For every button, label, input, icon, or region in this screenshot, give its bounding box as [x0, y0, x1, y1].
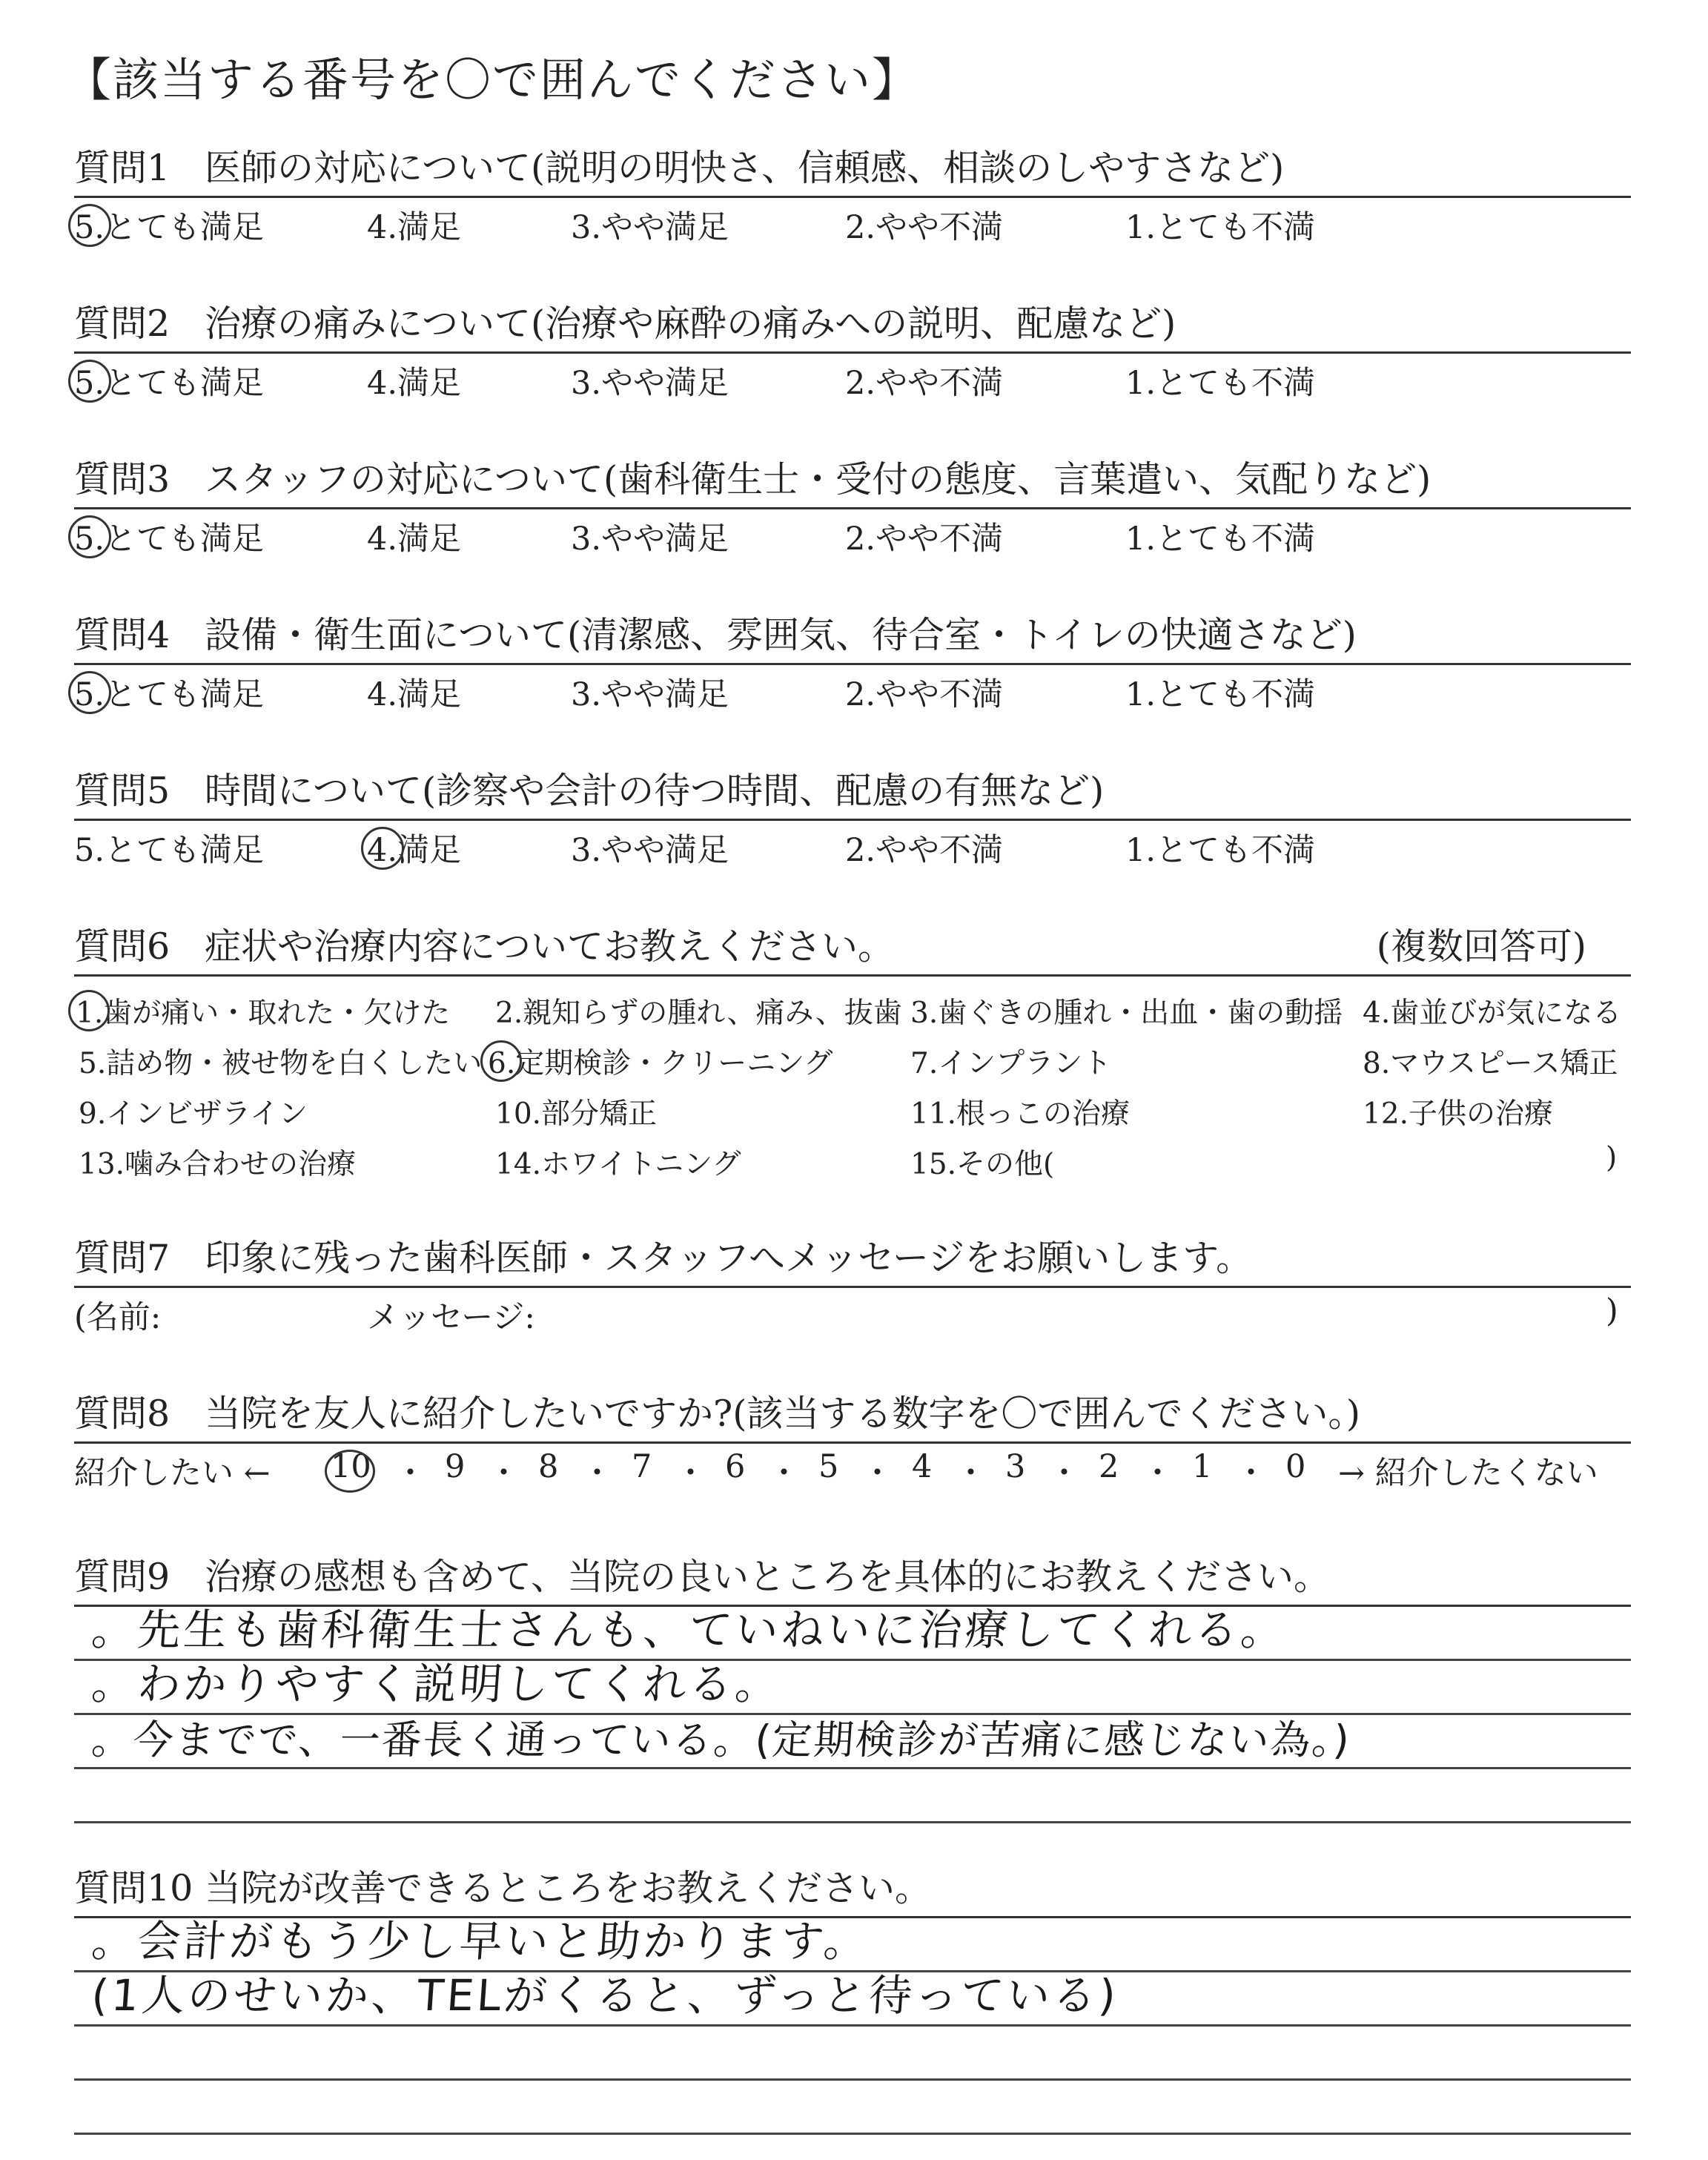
question-number: 質問4 — [74, 614, 171, 656]
symptom-option-4[interactable]: 4.歯並びが気になる — [1363, 997, 1622, 1030]
scale-option-10[interactable]: 10 — [331, 1448, 371, 1485]
question-2 — [74, 297, 1631, 403]
scale-option-7[interactable]: 7 — [632, 1448, 652, 1485]
rating-option-5[interactable]: 5.とても満足 — [74, 832, 265, 869]
rating-option-5[interactable]: 5.とても満足 — [74, 670, 264, 715]
page-title: 【該当する番号を〇で囲んでください】 — [65, 53, 920, 107]
rating-options — [74, 198, 1631, 247]
question-4-header — [74, 608, 1631, 663]
question-number: 質問10 — [74, 1867, 193, 1909]
rating-option-5[interactable]: 5.とても満足 — [74, 202, 264, 248]
answer-line[interactable] — [74, 1769, 1631, 1823]
symptom-option-9[interactable]: 9.インビザライン — [79, 1097, 308, 1131]
rating-options — [74, 821, 1631, 870]
handwritten-answer: 。わかりやすく説明してくれる。 — [90, 1659, 784, 1709]
multiple-answer-note: (複数回答可) — [1376, 925, 1586, 968]
question-text: スタッフの対応について(歯科衛生士・受付の態度、言葉遣い、気配りなど) — [205, 458, 1431, 501]
symptom-option-14[interactable]: 14.ホワイトニング — [495, 1148, 741, 1181]
symptom-option-2[interactable]: 2.親知らずの腫れ、痛み、抜歯 — [495, 997, 902, 1030]
question-8 — [74, 1387, 1631, 1493]
rating-option-1[interactable]: 1.とても不満 — [1125, 365, 1316, 402]
message-fields — [74, 1288, 1631, 1337]
rating-option-3[interactable]: 3.やや満足 — [571, 676, 729, 713]
rating-option-1[interactable]: 1.とても不満 — [1125, 521, 1316, 558]
scale-option-9[interactable]: 9 — [445, 1448, 466, 1485]
selection-circle — [68, 671, 111, 714]
rating-options — [74, 665, 1631, 714]
question-number: 質問5 — [74, 770, 171, 812]
question-5-header — [74, 764, 1631, 819]
question-number: 質問3 — [74, 458, 171, 501]
rating-option-5[interactable]: 5.とても満足 — [74, 358, 264, 403]
question-text: 症状や治療内容についてお教えください。 — [205, 925, 895, 968]
question-text: 印象に残った歯科医師・スタッフへメッセージをお願いします。 — [205, 1237, 1253, 1279]
message-field-label[interactable]: メッセージ: — [367, 1299, 535, 1336]
scale-option-8[interactable]: 8 — [538, 1448, 559, 1485]
selection-circle — [68, 515, 111, 558]
question-number: 質問8 — [74, 1393, 171, 1435]
scale-dot: ・ — [1142, 1455, 1174, 1492]
symptom-option-15[interactable]: 15.その他( — [910, 1148, 1055, 1181]
answer-line[interactable] — [74, 2081, 1631, 2135]
question-text: 治療の痛みについて(治療や麻酔の痛みへの説明、配慮など) — [205, 303, 1176, 345]
symptom-option-11[interactable]: 11.根っこの治療 — [910, 1097, 1131, 1131]
symptom-option-12[interactable]: 12.子供の治療 — [1363, 1097, 1554, 1131]
scale-option-2[interactable]: 2 — [1099, 1448, 1119, 1485]
question-text: 当院が改善できるところをお教えください。 — [205, 1867, 932, 1909]
rating-option-2[interactable]: 2.やや不満 — [845, 832, 1004, 869]
selection-circle — [325, 1450, 375, 1493]
scale-option-3[interactable]: 3 — [1005, 1448, 1026, 1485]
handwritten-answer: 。会計がもう少し早いと助かります。 — [90, 1916, 872, 1966]
rating-option-2[interactable]: 2.やや不満 — [845, 209, 1004, 246]
question-3 — [74, 452, 1631, 558]
rating-option-1[interactable]: 1.とても不満 — [1125, 209, 1316, 246]
question-number: 質問7 — [74, 1237, 171, 1279]
rating-options — [74, 509, 1631, 558]
question-number: 質問1 — [74, 147, 171, 189]
scale-option-1[interactable]: 1 — [1192, 1448, 1213, 1485]
scale-dot: ・ — [768, 1455, 800, 1492]
question-number: 質問6 — [74, 925, 171, 968]
selection-circle — [480, 1040, 522, 1082]
rating-option-4[interactable]: 4.満足 — [367, 825, 461, 871]
rating-option-2[interactable]: 2.やや不満 — [845, 365, 1004, 402]
question-text: 当院を友人に紹介したいですか?(該当する数字を〇で囲んでください。) — [205, 1393, 1361, 1435]
symptom-option-6[interactable]: 6.定期検診・クリーニング — [488, 1040, 833, 1082]
rating-option-3[interactable]: 3.やや満足 — [571, 209, 729, 246]
rating-option-3[interactable]: 3.やや満足 — [571, 521, 729, 558]
question-8-header — [74, 1387, 1631, 1441]
symptom-option-13[interactable]: 13.噛み合わせの治療 — [79, 1148, 357, 1181]
scale-dot: ・ — [1235, 1455, 1267, 1492]
symptom-option-1[interactable]: 1.歯が痛い・取れた・欠けた — [76, 990, 450, 1031]
selection-circle — [361, 827, 404, 870]
symptom-option-3[interactable]: 3.歯ぐきの腫れ・出血・歯の動揺 — [910, 997, 1343, 1030]
selection-circle — [68, 360, 111, 403]
question-2-header — [74, 297, 1631, 351]
name-field-label[interactable]: (名前: — [74, 1299, 162, 1336]
rating-option-1[interactable]: 1.とても不満 — [1125, 676, 1316, 713]
rating-option-3[interactable]: 3.やや満足 — [571, 832, 729, 869]
symptom-option-5[interactable]: 5.詰め物・被せ物を白くしたい — [79, 1047, 483, 1080]
question-9 — [74, 1550, 1631, 1823]
question-text: 設備・衛生面について(清潔感、雰囲気、待合室・トイレの快適さなど) — [205, 614, 1357, 656]
symptom-option-7[interactable]: 7.インプラント — [910, 1047, 1112, 1080]
scale-option-4[interactable]: 4 — [912, 1448, 933, 1485]
scale-dot: ・ — [581, 1455, 613, 1492]
answer-line[interactable] — [74, 2027, 1631, 2081]
answer-line[interactable] — [74, 1972, 1631, 2027]
scale-dot: ・ — [394, 1455, 426, 1492]
symptom-option-8[interactable]: 8.マウスピース矯正 — [1363, 1047, 1618, 1080]
question-text: 治療の感想も含めて、当院の良いところを具体的にお教えください。 — [205, 1556, 1331, 1598]
rating-option-4[interactable]: 4.満足 — [367, 209, 462, 246]
scale-option-5[interactable]: 5 — [818, 1448, 839, 1485]
scale-dot: ・ — [955, 1455, 987, 1492]
question-text: 時間について(診察や会計の待つ時間、配慮の有無など) — [205, 770, 1105, 812]
question-7 — [74, 1231, 1631, 1337]
question-6 — [74, 919, 1631, 1192]
other-close-paren: ) — [1606, 1141, 1618, 1175]
scale-right-label: → 紹介したくない — [1338, 1455, 1598, 1492]
rating-option-3[interactable]: 3.やや満足 — [571, 365, 729, 402]
selection-circle — [68, 204, 111, 247]
rating-option-1[interactable]: 1.とても不満 — [1125, 832, 1316, 869]
question-10 — [74, 1861, 1631, 2135]
question-6-header — [74, 919, 1631, 974]
question-text: 医師の対応について(説明の明快さ、信頼感、相談のしやすさなど) — [205, 147, 1285, 189]
handwritten-answer: 。今までで、一番長く通っている。(定期検診が苦痛に感じない為。) — [90, 1717, 1352, 1763]
scale-option-0[interactable]: 0 — [1285, 1448, 1306, 1485]
question-1-header — [74, 141, 1631, 196]
scale-left-label: 紹介したい ← — [74, 1455, 271, 1492]
rating-option-4[interactable]: 4.満足 — [367, 365, 462, 402]
question-5 — [74, 764, 1631, 870]
handwritten-answer: (1人のせいか、TELがくると、ずっと待っている) — [90, 1970, 1121, 2021]
rating-option-2[interactable]: 2.やや不満 — [845, 521, 1004, 558]
handwritten-answer: 。先生も歯科衛生士さんも、ていねいに治療してくれる。 — [90, 1605, 1289, 1655]
question-number: 質問9 — [74, 1556, 171, 1598]
recommend-scale — [74, 1444, 1631, 1493]
question-4 — [74, 608, 1631, 714]
question-7-header — [74, 1231, 1631, 1286]
scale-dot: ・ — [488, 1455, 520, 1492]
question-number: 質問2 — [74, 303, 171, 345]
answer-line[interactable] — [74, 1715, 1631, 1769]
symptom-options — [74, 977, 1631, 1192]
rating-option-4[interactable]: 4.満足 — [367, 521, 462, 558]
rating-option-5[interactable]: 5.とても満足 — [74, 514, 264, 559]
scale-dot: ・ — [1048, 1455, 1080, 1492]
answer-line[interactable] — [74, 1661, 1631, 1715]
selection-circle — [68, 990, 110, 1031]
close-paren: ) — [1606, 1292, 1618, 1330]
question-1 — [74, 141, 1631, 247]
rating-options — [74, 354, 1631, 403]
rating-option-4[interactable]: 4.満足 — [367, 676, 462, 713]
rating-option-2[interactable]: 2.やや不満 — [845, 676, 1004, 713]
question-3-header — [74, 452, 1631, 507]
symptom-option-10[interactable]: 10.部分矯正 — [495, 1097, 658, 1131]
scale-dot: ・ — [675, 1455, 706, 1492]
scale-dot: ・ — [861, 1455, 893, 1492]
scale-option-6[interactable]: 6 — [725, 1448, 746, 1485]
